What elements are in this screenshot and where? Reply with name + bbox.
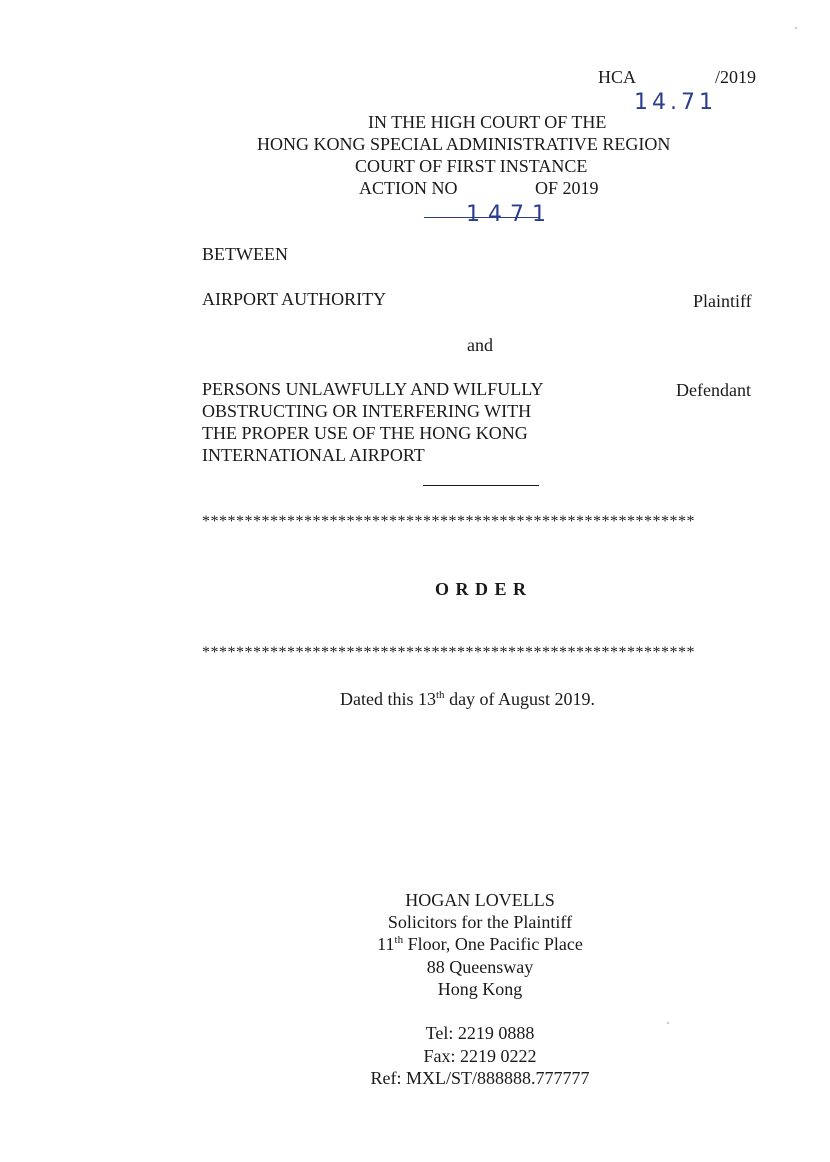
scan-speck [667, 1022, 669, 1024]
plaintiff-name: AIRPORT AUTHORITY [202, 289, 387, 309]
action-no-label: ACTION NO [359, 178, 458, 198]
handwritten-case-number: 14.71 [634, 90, 717, 115]
solicitor-tel: Tel: 2219 0888 [425, 1023, 535, 1043]
solicitor-address-street: 88 Queensway [426, 957, 534, 977]
defendant-line: PERSONS UNLAWFULLY AND WILFULLY [202, 379, 544, 399]
court-heading-line2: HONG KONG SPECIAL ADMINISTRATIVE REGION [257, 134, 671, 154]
solicitor-address-floor [130, 933, 830, 955]
solicitor-address-city: Hong Kong [437, 979, 523, 999]
and-label: and [467, 335, 493, 355]
solicitor-ref: Ref: MXL/ST/888888.777777 [370, 1068, 590, 1088]
handwritten-action-number: 1471 [466, 202, 554, 227]
dated-line [340, 688, 595, 710]
solicitor-role: Solicitors for the Plaintiff [387, 912, 573, 932]
dated-suffix: day of August 2019. [444, 689, 596, 709]
hca-prefix: HCA [598, 67, 637, 87]
solicitor-firm: HOGAN LOVELLS [405, 890, 555, 910]
separator-stars-bottom: ********************************************************** [202, 644, 695, 661]
floor-number: 11 [377, 934, 395, 954]
defendant-line: INTERNATIONAL AIRPORT [202, 445, 425, 465]
between-label: BETWEEN [202, 244, 288, 264]
scan-speck [795, 27, 797, 29]
court-heading-line1: IN THE HIGH COURT OF THE [368, 112, 607, 132]
court-heading-line3: COURT OF FIRST INSTANCE [355, 156, 588, 176]
defendant-role: Defendant [676, 380, 751, 400]
plaintiff-role: Plaintiff [693, 291, 752, 311]
defendant-line: THE PROPER USE OF THE HONG KONG [202, 423, 528, 443]
hca-year: /2019 [715, 67, 757, 87]
solicitor-fax: Fax: 2219 0222 [423, 1046, 537, 1066]
floor-rest: Floor, One Pacific Place [403, 934, 583, 954]
parties-divider [423, 485, 539, 486]
action-year: OF 2019 [535, 178, 599, 198]
dated-prefix: Dated this 13 [340, 689, 436, 709]
dated-sup: th [436, 689, 445, 701]
separator-stars-top: ********************************************************** [202, 513, 695, 530]
floor-sup: th [394, 934, 404, 946]
defendant-line: OBSTRUCTING OR INTERFERING WITH [202, 401, 532, 421]
order-title: O R D E R [435, 579, 528, 599]
